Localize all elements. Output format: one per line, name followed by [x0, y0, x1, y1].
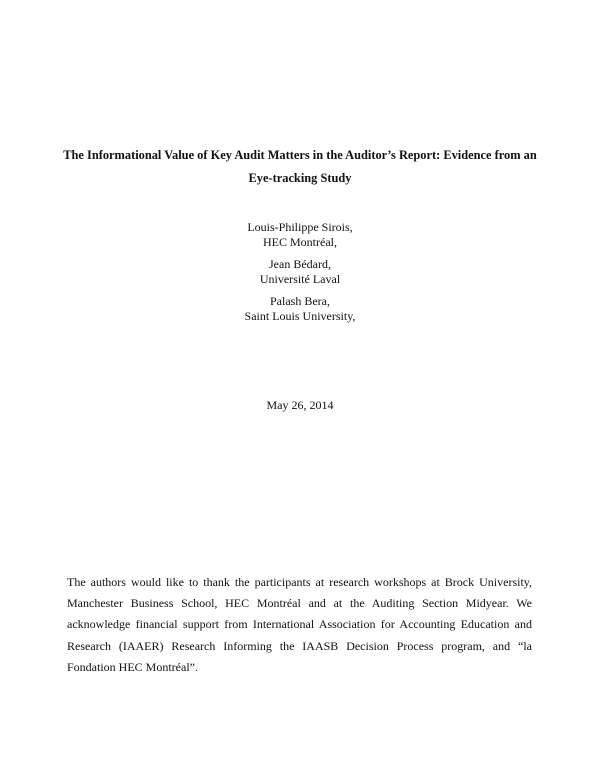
acknowledgement-paragraph: The authors would like to thank the participants at research workshops at Brock University, Manchester Business School, HEC Montréal and at the Auditing Section Midyear. We acknowledge financial support from International Association for Accounting Education and Research (IAAER) Research Informing the IAASB Decision Process program, and “la Fondation HEC Montréal”.	[67, 575, 532, 674]
author-name: Palash Bera,	[270, 294, 330, 308]
author-entry	[150, 257, 450, 287]
paper-title-line-2: Eye-tracking Study	[248, 171, 352, 185]
author-affiliation: HEC Montréal,	[263, 235, 337, 249]
paper-title	[60, 144, 540, 190]
author-entry	[150, 294, 450, 324]
author-affiliation: Saint Louis University,	[244, 309, 356, 323]
paper-date: May 26, 2014	[266, 398, 334, 412]
author-name: Louis-Philippe Sirois,	[247, 220, 353, 234]
author-list	[150, 220, 450, 331]
author-affiliation: Université Laval	[259, 272, 341, 286]
author-name: Jean Bédard,	[269, 257, 331, 271]
author-entry	[150, 220, 450, 250]
paper-title-line-1: The Informational Value of Key Audit Matters in the Auditor’s Report: Evidence from an	[63, 148, 537, 162]
